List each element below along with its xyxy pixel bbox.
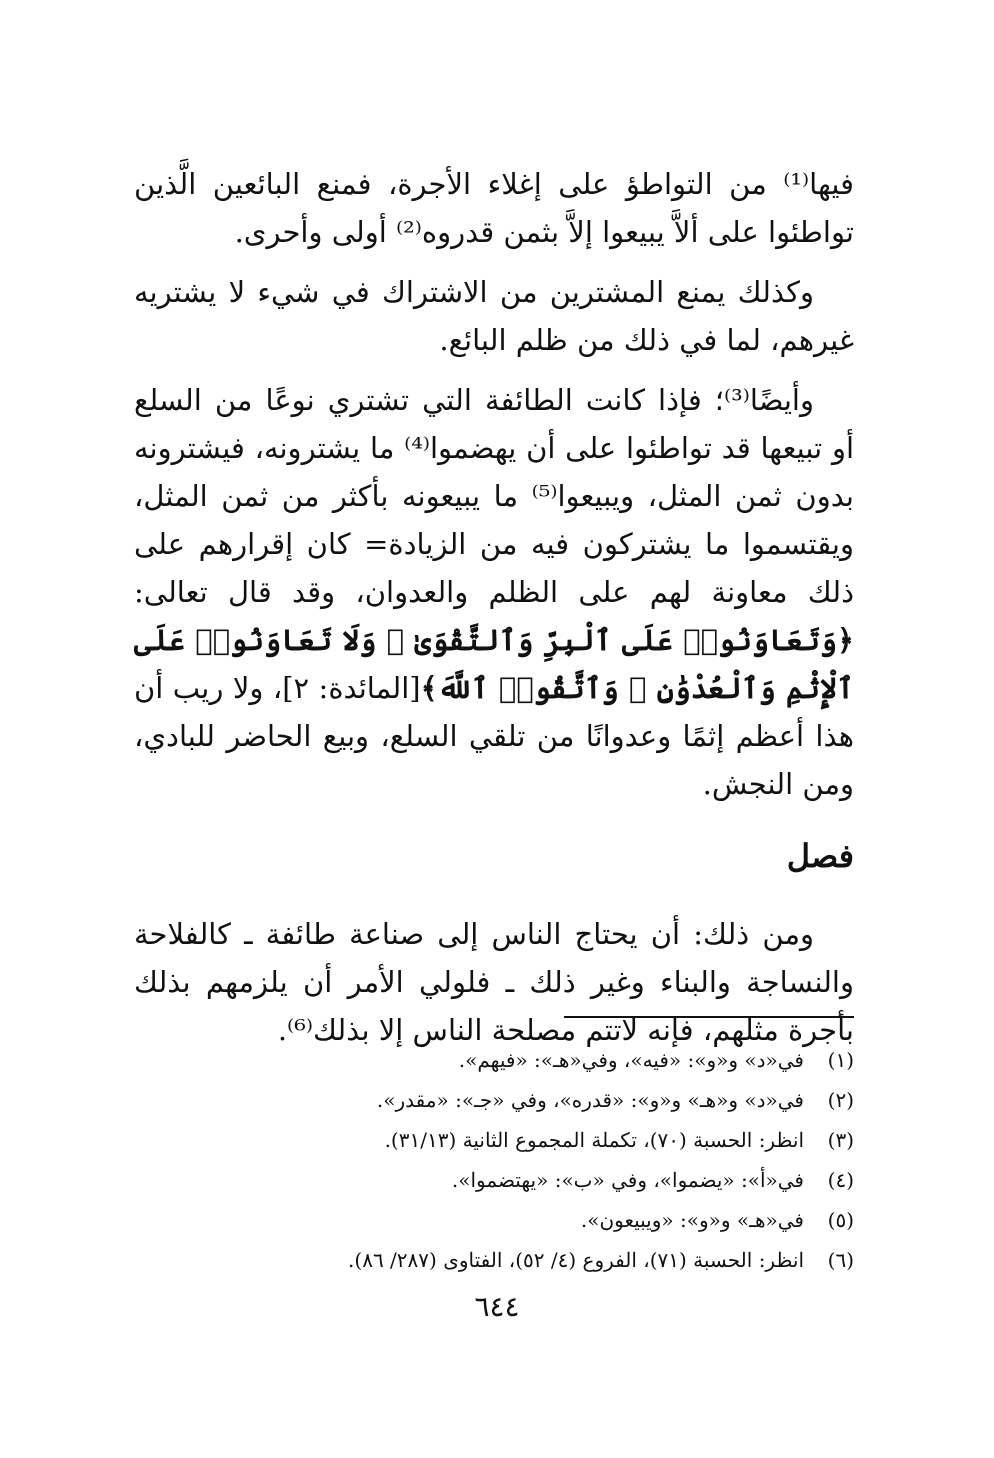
footnote-4 (134, 1160, 854, 1200)
footnote-2 (134, 1080, 854, 1120)
paragraph-2: وكذلك يمنع المشترين من الاشتراك في شيء لا يشتريه غيرهم، لما في ذلك من ظلم البائع. (134, 275, 854, 357)
main-text (134, 160, 854, 1066)
footnote-text: في«هـ» و«و»: «ويبيعون». (580, 1208, 804, 1232)
footnote-text: انظر: الحسبة (٧١)، الفروع (٤/ ٥٢)، الفتاوى (٢٨٧/ ٨٦). (348, 1248, 804, 1272)
section-paragraph: ومن ذلك: أن يحتاج الناس إلى صناعة طائفة ـ كالفلاحة والنساجة والبناء وغير ذلك ـ فلولي الأمر أن يلزمهم بذلك بأجرة مثلهم، فإنه لاتتم مصلحة الناس إلا بذلك⁽⁶⁾. (134, 917, 854, 1047)
footnote-number: (١) (827, 1048, 854, 1072)
paragraph-3-text-before: وأيضًا⁽³⁾؛ فإذا كانت الطائفة التي تشتري نوعًا من السلع أو تبيعها قد تواطئوا على أن يهضموا⁽⁴⁾ ما يشترونه، فيشترونه بدون ثمن المثل، ويبيعوا⁽⁵⁾ ما يبيعونه بأكثر من ثمن المثل، ويقتسموا ما يشتركون فيه من الزيادة= كان إقرارهم على ذلك معاونة لهم على الظلم والعدوان، وقد قال تعالى: (134, 383, 855, 609)
footnote-text: انظر: الحسبة (٧٠)، تكملة المجموع الثانية (٣١/١٣). (384, 1128, 804, 1152)
footnote-number: (٥) (827, 1208, 854, 1232)
paragraph-3 (134, 376, 854, 808)
footnote-text: في«د» و«و»: «فيه»، وفي«هـ»: «فيهم». (458, 1048, 804, 1072)
footnote-number: (٣) (827, 1128, 854, 1152)
paragraph-3-text-after: ، ولا ريب أن هذا أعظم إثمًا وعدوانًا من تلقي السلع، وبيع الحاضر للبادي، ومن النجش. (134, 671, 854, 801)
quran-citation: [المائدة: ٢] (282, 671, 421, 705)
footnote-number: (٤) (827, 1168, 854, 1192)
footnote-6 (134, 1240, 854, 1280)
footnote-divider (564, 1016, 854, 1018)
footnote-3 (134, 1120, 854, 1160)
footnote-text: في«د» و«هـ» و«و»: «قدره»، وفي «جـ»: «مقدر». (376, 1088, 804, 1112)
footnote-text: في«أ»: «يضموا»، وفي «ب»: «يهتضموا». (451, 1168, 804, 1192)
footnote-number: (٢) (827, 1088, 854, 1112)
footnote-5 (134, 1200, 854, 1240)
footnote-1 (134, 1040, 854, 1080)
footnote-number: (٦) (827, 1248, 854, 1272)
footnotes (134, 1040, 854, 1280)
page-number: ٦٤٤ (474, 1290, 520, 1323)
section-heading: فصل (786, 837, 854, 875)
paragraph-1: فيها⁽¹⁾ من التواطؤ على إغلاء الأجرة، فمنع البائعين الَّذين تواطئوا على ألاَّ يبيعوا إلاَّ بثمن قدروه⁽²⁾ أولى وأحرى. (134, 167, 854, 249)
quran-verse: ﴿وَتَعَاوَنُوا۟ عَلَى ٱلْبِرِّ وَٱلتَّقْوَىٰ ۖ وَلَا تَعَاوَنُوا۟ عَلَى ٱلْإِثْمِ وَٱلْعُدْوَٰنِ ۚ وَٱتَّقُوا۟ ٱللَّهَ﴾ (134, 623, 855, 705)
